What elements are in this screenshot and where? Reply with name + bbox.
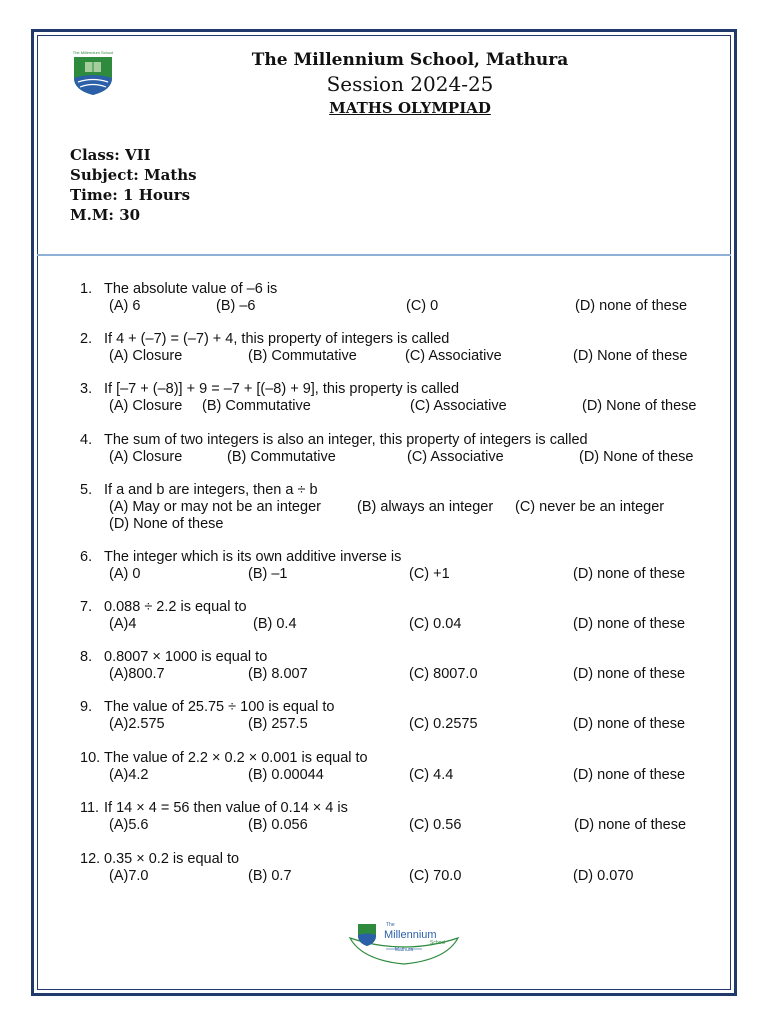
option-c: (C) Associative [407, 449, 504, 465]
question-number: 3. [80, 381, 93, 397]
option-d: (D) none of these [575, 298, 688, 314]
footer-logo-line3: School [430, 940, 446, 946]
option-a: (A) Closure [109, 398, 183, 414]
option-d: (D) none of these [573, 666, 686, 682]
question-stem: If [–7 + (–8)] + 9 = –7 + [(–8) + 9], this property is called [104, 381, 460, 397]
option-d: (D) none of these [573, 616, 686, 632]
question-number: 2. [80, 331, 93, 347]
option-a: (A) Closure [109, 348, 183, 364]
option-d: (D) none of these [574, 817, 687, 833]
option-a: (A) May or may not be an integer [109, 499, 321, 515]
option-a: (A)5.6 [109, 817, 149, 833]
option-b: (B) Commutative [248, 348, 357, 364]
question-number: 5. [80, 482, 93, 498]
question-stem: 0.088 ÷ 2.2 is equal to [104, 599, 247, 615]
question-number: 4. [80, 432, 93, 448]
option-b: (B) –6 [216, 298, 256, 314]
option-d: (D) None of these [582, 398, 697, 414]
option-d: (D) none of these [573, 767, 686, 783]
question-stem: The integer which is its own additive inverse is [104, 549, 402, 565]
question-stem: The absolute value of –6 is [104, 281, 278, 297]
option-d: (D) none of these [573, 566, 686, 582]
option-c: (C) never be an integer [515, 499, 665, 515]
question-number: 12. [80, 851, 101, 867]
question-number: 11. [80, 800, 100, 816]
question-stem: The value of 2.2 × 0.2 × 0.001 is equal to [104, 750, 368, 766]
option-a: (A) 0 [109, 566, 141, 582]
option-a: (A)4 [109, 616, 137, 632]
crest-text: The Millennium School [72, 50, 114, 55]
footer-logo-line4: Mathura [394, 947, 414, 953]
option-a: (A)800.7 [109, 666, 165, 682]
question-stem: 0.35 × 0.2 is equal to [104, 851, 240, 867]
question-stem: If a and b are integers, then a ÷ b [104, 482, 318, 498]
question-stem: If 4 + (–7) = (–7) + 4, this property of integers is called [104, 331, 450, 347]
option-b: (B) 0.4 [253, 616, 297, 632]
marks-label: M.M: 30 [70, 206, 141, 224]
option-c: (C) 70.0 [409, 868, 462, 884]
footer-school-logo-icon [346, 916, 462, 966]
option-c: (C) 8007.0 [409, 666, 478, 682]
option-a: (A)7.0 [109, 868, 149, 884]
question-stem: The sum of two integers is also an integer, this property of integers is called [104, 432, 588, 448]
option-b: (B) Commutative [202, 398, 311, 414]
option-b: (B) Commutative [227, 449, 336, 465]
session-title: Session 2024-25 [326, 72, 494, 96]
option-b: (B) 257.5 [248, 716, 308, 732]
option-c: (C) 0 [406, 298, 439, 314]
option-a: (A)2.575 [109, 716, 165, 732]
option-c: (C) Associative [410, 398, 507, 414]
option-b: (B) –1 [248, 566, 288, 582]
option-a: (A) Closure [109, 449, 183, 465]
option-c: (C) 0.04 [409, 616, 462, 632]
option-c: (C) 0.2575 [409, 716, 478, 732]
question-number: 1. [80, 281, 93, 297]
option-b: (B) always an integer [357, 499, 494, 515]
option-b: (B) 8.007 [248, 666, 308, 682]
option-c: (C) 0.56 [409, 817, 462, 833]
option-a: (A) 6 [109, 298, 141, 314]
option-b: (B) 0.056 [248, 817, 308, 833]
option-b: (B) 0.00044 [248, 767, 324, 783]
subject-label: Subject: Maths [70, 166, 197, 184]
question-number: 7. [80, 599, 93, 615]
question-stem: If 14 × 4 = 56 then value of 0.14 × 4 is [104, 800, 348, 816]
option-d: (D) None of these [579, 449, 694, 465]
question-number: 10. [80, 750, 101, 766]
header-divider [37, 254, 731, 256]
exam-meta [70, 145, 197, 225]
option-d: (D) 0.070 [573, 868, 634, 884]
question-number: 6. [80, 549, 93, 565]
exam-title: MATHS OLYMPIAD [329, 99, 491, 117]
option-c: (C) Associative [405, 348, 502, 364]
option-c: (C) 4.4 [409, 767, 454, 783]
option-b: (B) 0.7 [248, 868, 292, 884]
option-d: (D) None of these [573, 348, 688, 364]
school-name: The Millennium School, Mathura [251, 50, 569, 70]
question-number: 8. [80, 649, 93, 665]
footer-logo-line1: The [386, 922, 395, 928]
question-stem: 0.8007 × 1000 is equal to [104, 649, 268, 665]
question-stem: The value of 25.75 ÷ 100 is equal to [104, 699, 335, 715]
question-number: 9. [80, 699, 93, 715]
footer-logo-line2: Millennium [384, 929, 437, 941]
option-a: (A)4.2 [109, 767, 149, 783]
school-crest-icon [70, 48, 116, 96]
option-d: (D) none of these [573, 716, 686, 732]
option-d: (D) None of these [109, 516, 224, 532]
time-label: Time: 1 Hours [70, 186, 191, 204]
class-label: Class: VII [70, 146, 151, 164]
option-c: (C) +1 [409, 566, 450, 582]
